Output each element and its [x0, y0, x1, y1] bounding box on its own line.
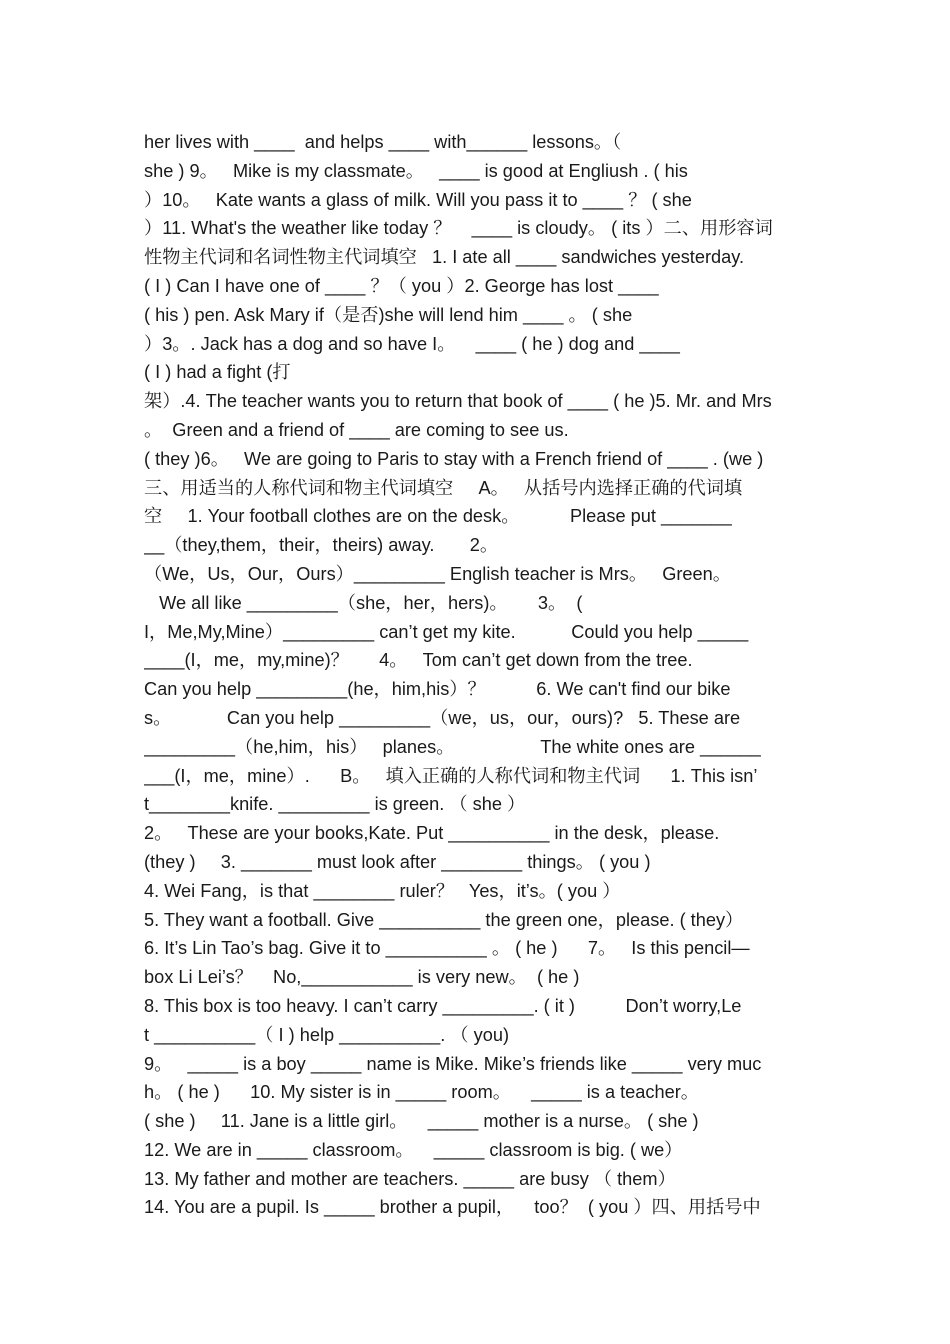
text-line: 6. It’s Lin Tao’s bag. Give it to __________ 。 ( he ) 7。 Is this pencil—	[144, 938, 750, 959]
text-line: ( I ) had a fight (打	[144, 362, 291, 383]
text-line: ( she ) 11. Jane is a little girl。 _____ mother is a nurse。 ( she )	[144, 1111, 699, 1132]
text-line: box Li Lei’s？ No,___________ is very new。 ( he )	[144, 967, 580, 988]
text-line: 2。 These are your books,Kate. Put __________ in the desk，please.	[144, 823, 720, 844]
text-line: ( I ) Can I have one of ____ ？（ you ）2. George has lost ____	[144, 275, 659, 296]
text-line: 9。 _____ is a boy _____ name is Mike. Mike’s friends like _____ very muc	[144, 1053, 762, 1074]
text-line: 8. This box is too heavy. I can’t carry _________. ( it ) Don’t worry,Le	[144, 995, 742, 1016]
text-line: ）11. What's the weather like today ？ ____ is cloudy。 ( its ）二、用形容词	[144, 218, 773, 239]
text-line: We all like _________（she，her，hers)。 3。 (	[144, 592, 583, 613]
text-line: s。 Can you help _________（we，us，our，ours)? 5. These are	[144, 707, 741, 728]
text-line: 13. My father and mother are teachers. _____ are busy （ them）	[144, 1168, 676, 1189]
text-line: 4. Wei Fang，is that ________ ruler？ Yes，it’s。( you ）	[144, 880, 621, 901]
text-line: 架）.4. The teacher wants you to return that book of ____ ( he )5. Mr. and Mrs	[144, 391, 772, 412]
text-line: 性物主代词和名词性物主代词填空 1. I ate all ____ sandwiches yesterday.	[144, 247, 745, 268]
text-line: her lives with ____ and helps ____ with______ lessons。（	[144, 132, 622, 152]
text-line: Can you help _________(he，him,his）？ 6. We can't find our bike	[144, 679, 731, 700]
text-line: 12. We are in _____ classroom。 _____ classroom is big. ( we）	[144, 1139, 683, 1160]
text-line: 14. You are a pupil. Is _____ brother a pupil， too？ ( you ）四、用括号中	[144, 1197, 761, 1218]
text-line: 5. They want a football. Give __________ the green one，please. ( they）	[144, 909, 744, 930]
text-line: 三、用适当的人称代词和物主代词填空 A。 从括号内选择正确的代词填	[144, 477, 743, 498]
text-line: she ) 9。 Mike is my classmate。 ____ is good at Engliush . ( his	[144, 160, 688, 181]
text-line: h。 ( he ) 10. My sister is in _____ room。 _____ is a teacher。	[144, 1082, 699, 1103]
text-line: ）3。. Jack has a dog and so have I。 ____ ( he ) dog and ____	[144, 333, 680, 354]
text-line: ( his ) pen. Ask Mary if（是否)she will lend him ____ 。 ( she	[144, 304, 633, 325]
text-line: t __________（ I ) help __________. （ you)	[144, 1024, 510, 1045]
text-line: (they ) 3. _______ must look after ________ things。 ( you )	[144, 851, 651, 872]
text-line: 。 Green and a friend of ____ are coming to see us.	[144, 419, 569, 440]
text-line: __（they,them，their，theirs) away. 2。	[144, 535, 499, 556]
text-line: ( they )6。 We are going to Paris to stay with a French friend of ____ . (we )	[144, 448, 764, 469]
text-line: ___(I，me，mine）. B。 填入正确的人称代词和物主代词 1. This isn’	[144, 765, 758, 786]
text-line: 空 1. Your football clothes are on the desk。 Please put _______	[144, 506, 732, 527]
text-line: （We，Us，Our，Ours）_________ English teacher is Mrs。 Green。	[144, 563, 731, 584]
exercise-text	[144, 128, 824, 1222]
text-line: I，Me,My,Mine）_________ can’t get my kite. Could you help _____	[144, 621, 749, 642]
text-line: ）10。 Kate wants a glass of milk. Will you pass it to ____ ？ ( she	[144, 189, 692, 210]
text-line: _________（he,him，his） planes。 The white ones are ______	[144, 736, 761, 757]
text-line: ____(I，me，my,mine)？ 4。 Tom can’t get down from the tree.	[144, 650, 693, 671]
text-line: t________knife. _________ is green. （ she ）	[144, 794, 526, 815]
